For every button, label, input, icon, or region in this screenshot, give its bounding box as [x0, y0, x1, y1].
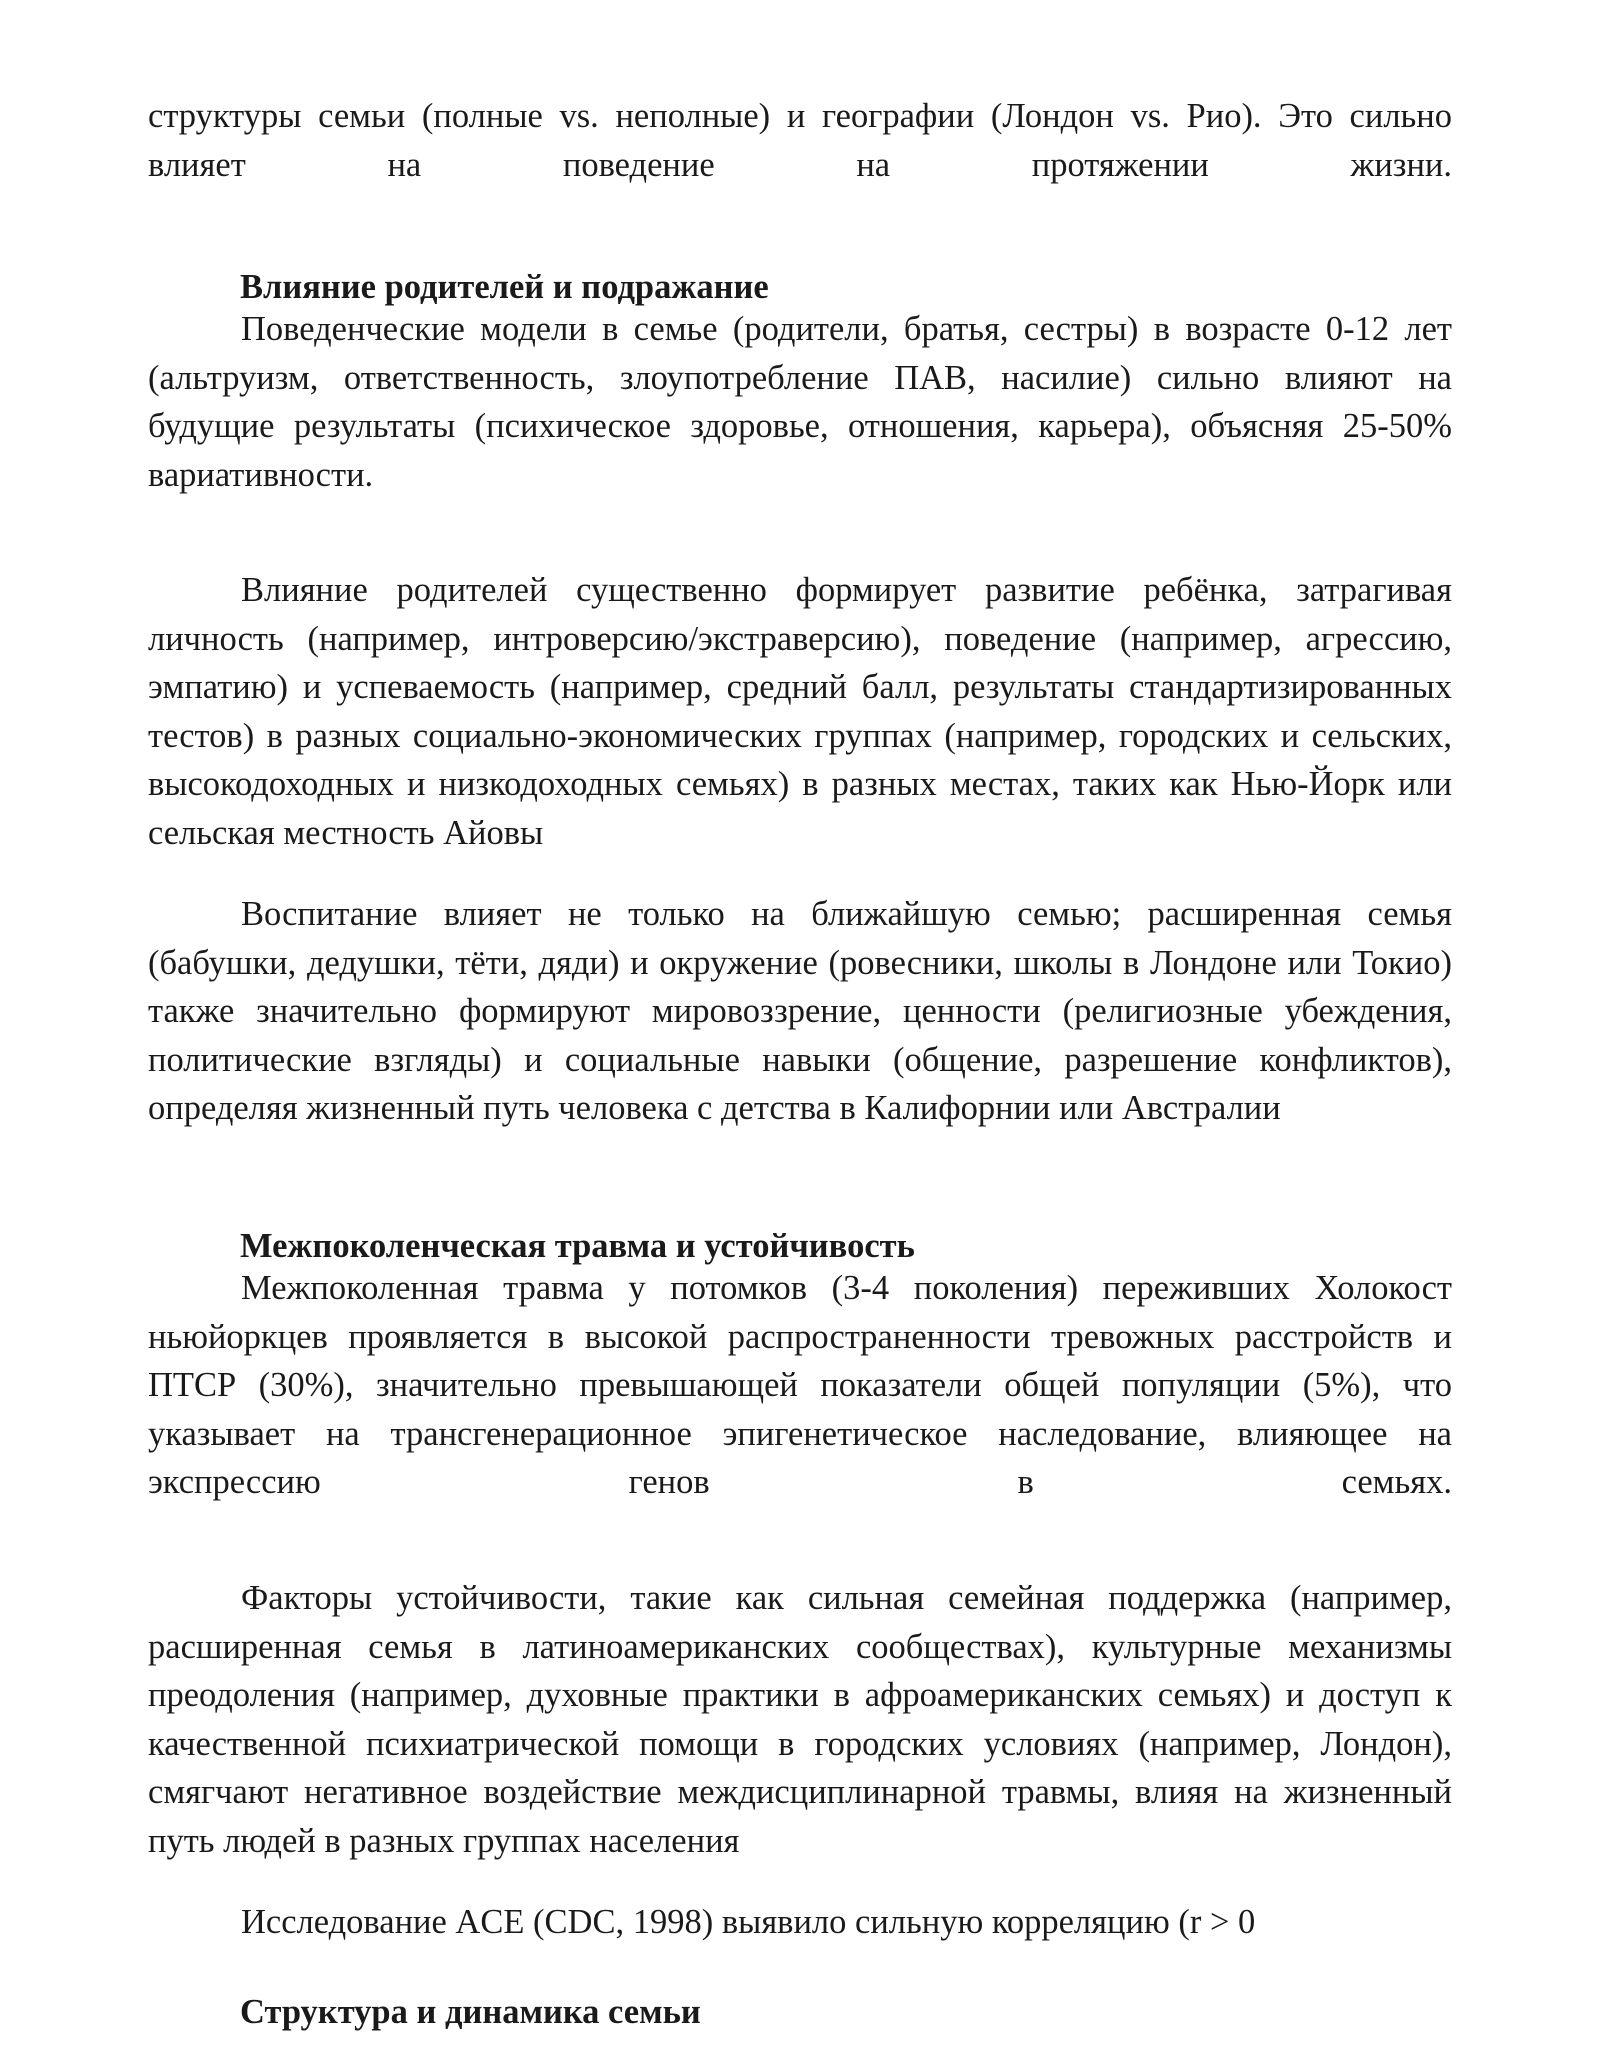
paragraph-holocaust-trauma: Межпоколенная травма у потомков (3-4 поколения) переживших Холокост ньюйоркцев проявляется в высокой распространенности тревожных расстройств и ПТСР (30%), значительно превышающей показатели общей популяции (5%), что указывает на трансгенерационное эпигенетическое наследование, влияющее на экспрессию генов в семьях.	[148, 1269, 1452, 1501]
heading-family-structure-dynamics: Структура и динамика семьи	[240, 1993, 701, 2031]
heading-parental-influence: Влияние родителей и подражание	[240, 268, 769, 306]
paragraph-parental-development: Влияние родителей существенно формирует развитие ребёнка, затрагивая личность (например, интроверсию/экстраверсию), поведение (например, агрессию, эмпатию) и успеваемость (например, средний балл, результаты стандартизированных тестов) в разных социально-экономических группах (например, городских и сельских, высокодоходных и низкодоходных семьях) в разных местах, таких как Нью-Йорк или сельская местность Айовы	[148, 571, 1452, 852]
paragraph-family-structure: структуры семьи (полные vs. неполные) и географии (Лондон vs. Рио). Это сильно влияет на поведение на протяжении жизни.	[148, 97, 1452, 184]
paragraph-ace-study: Исследование ACE (CDC, 1998) выявило сильную корреляцию (r > 0	[241, 1903, 1256, 1941]
paragraph-upbringing-extended-family: Воспитание влияет не только на ближайшую семью; расширенная семья (бабушки, дедушки, тёти, дяди) и окружение (ровесники, школы в Лондоне или Токио) также значительно формируют мировоззрение, ценности (религиозные убеждения, политические взгляды) и социальные навыки (общение, разрешение конфликтов), определяя жизненный путь человека с детства в Калифорнии или Австралии	[148, 895, 1452, 1127]
paragraph-resilience-factors: Факторы устойчивости, такие как сильная семейная поддержка (например, расширенная семья в латиноамериканских сообществах), культурные механизмы преодоления (например, духовные практики в афроамериканских семьях) и доступ к качественной психиатрической помощи в городских условиях (например, Лондон), смягчают негативное воздействие междисциплинарной травмы, влияя на жизненный путь людей в разных группах населения	[148, 1579, 1452, 1860]
heading-intergenerational-trauma: Межпоколенческая травма и устойчивость	[240, 1227, 915, 1265]
paragraph-behavioral-models: Поведенческие модели в семье (родители, братья, сестры) в возрасте 0-12 лет (альтруизм, ответственность, злоупотребление ПАВ, насилие) сильно влияют на будущие результаты (психическое здоровье, отношения, карьера), объясняя 25-50% вариативности.	[148, 310, 1452, 494]
